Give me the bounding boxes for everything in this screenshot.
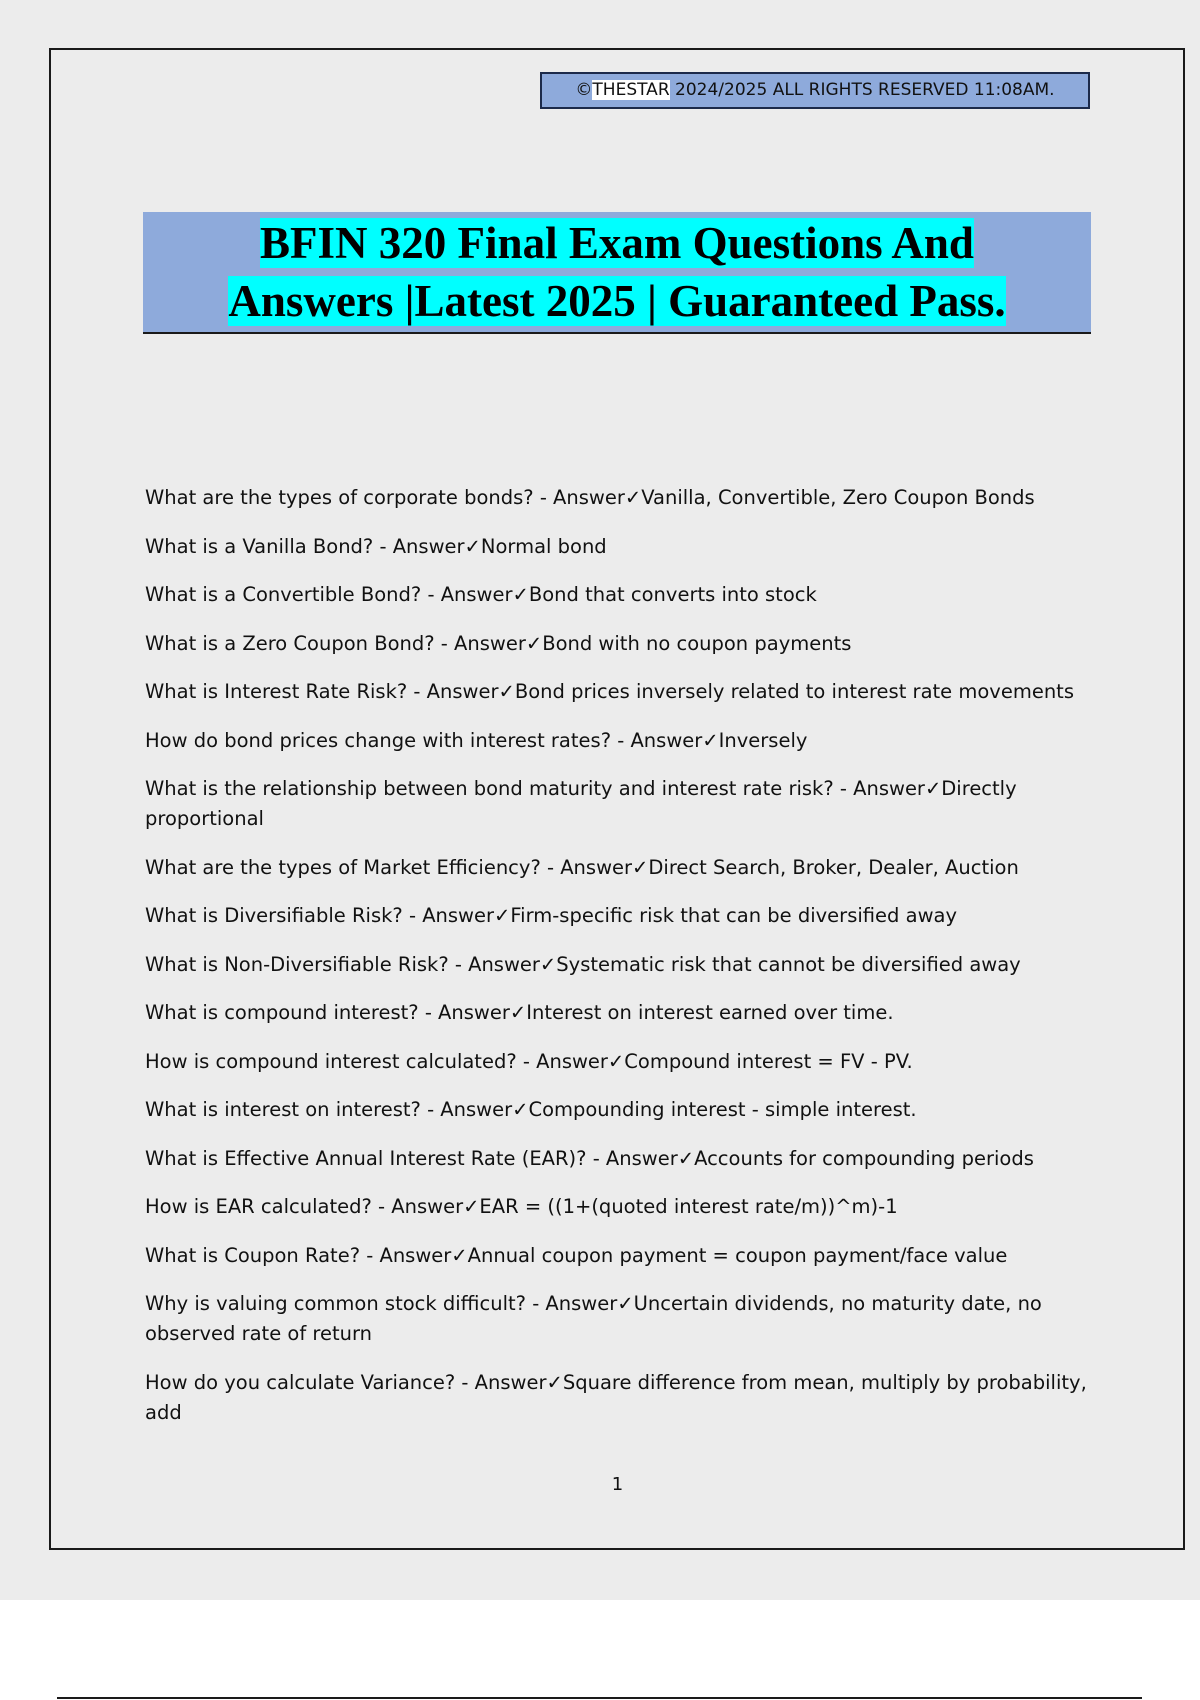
qa-item: What is Effective Annual Interest Rate (EAR)? - Answer✓Accounts for compounding periods bbox=[145, 1146, 1034, 1170]
qa-item: What is compound interest? - Answer✓Interest on interest earned over time. bbox=[145, 1001, 894, 1024]
qa-item: Why is valuing common stock difficult? - Answer✓Uncertain dividends, no maturity date, no observed rate of return bbox=[145, 1292, 1042, 1345]
qa-item: What is a Convertible Bond? - Answer✓Bond that converts into stock bbox=[145, 583, 817, 606]
document-title bbox=[143, 212, 1091, 334]
qa-item: What are the types of corporate bonds? - Answer✓Vanilla, Convertible, Zero Coupon Bonds bbox=[145, 486, 1035, 509]
title-line-2: Answers |Latest 2025 | Guaranteed Pass. bbox=[228, 276, 1006, 326]
qa-item: How do you calculate Variance? - Answer✓Square difference from mean, multiply by probability, add bbox=[145, 1370, 1087, 1424]
qa-item: How do bond prices change with interest rates? - Answer✓Inversely bbox=[145, 728, 808, 752]
copyright-symbol: © bbox=[575, 80, 593, 100]
question-answer-list bbox=[145, 483, 1095, 1446]
page-number: 1 bbox=[611, 1474, 624, 1495]
qa-item: What is Coupon Rate? - Answer✓Annual coupon payment = coupon payment/face value bbox=[145, 1243, 1008, 1267]
qa-item: What is Diversifiable Risk? - Answer✓Firm-specific risk that can be diversified away bbox=[145, 904, 958, 927]
qa-item: What is the relationship between bond maturity and interest rate risk? - Answer✓Directly proportional bbox=[145, 777, 1017, 830]
copyright-banner bbox=[540, 72, 1090, 109]
qa-item: What are the types of Market Efficiency? - Answer✓Direct Search, Broker, Dealer, Auction bbox=[145, 855, 1019, 879]
qa-item: What is Non-Diversifiable Risk? - Answer✓Systematic risk that cannot be diversified away bbox=[145, 952, 1021, 976]
qa-item: How is EAR calculated? - Answer✓EAR = ((1+(quoted interest rate/m))^m)-1 bbox=[145, 1195, 898, 1218]
title-line-1: BFIN 320 Final Exam Questions And bbox=[260, 218, 974, 268]
qa-item: What is Interest Rate Risk? - Answer✓Bond prices inversely related to interest rate movements bbox=[145, 680, 1074, 703]
next-page-top-rule bbox=[57, 1697, 1142, 1699]
qa-item: What is a Vanilla Bond? - Answer✓Normal bond bbox=[145, 534, 607, 558]
qa-item: What is interest on interest? - Answer✓Compounding interest - simple interest. bbox=[145, 1098, 917, 1121]
qa-item: How is compound interest calculated? - Answer✓Compound interest = FV - PV. bbox=[145, 1049, 913, 1073]
qa-item: What is a Zero Coupon Bond? - Answer✓Bond with no coupon payments bbox=[145, 631, 852, 655]
copyright-text: 2024/2025 ALL RIGHTS RESERVED 11:08AM. bbox=[669, 80, 1055, 100]
copyright-brand: THESTAR bbox=[592, 80, 670, 100]
